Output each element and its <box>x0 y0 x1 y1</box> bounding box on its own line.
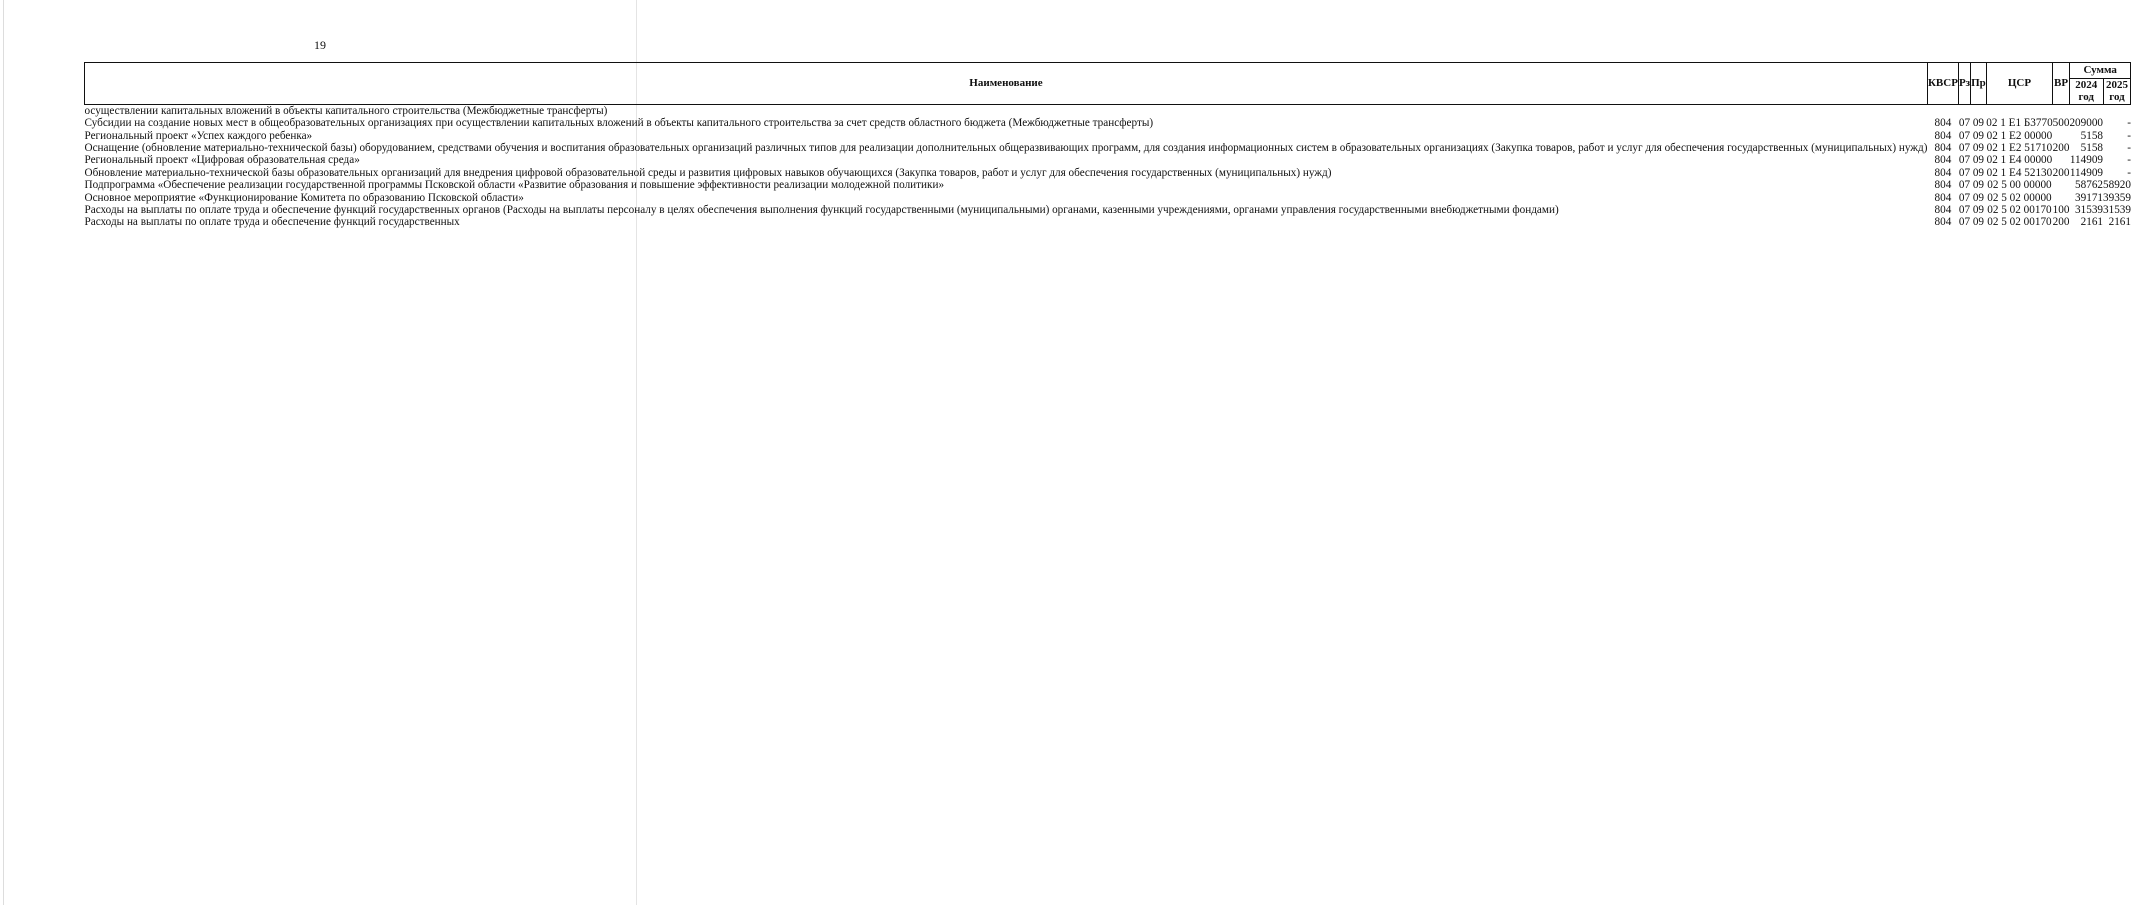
table-cell-sum-2025 <box>2103 104 2131 117</box>
table-cell-pr: 09 <box>1972 191 1985 204</box>
table-cell-kvsr <box>1927 104 1958 117</box>
table-cell-vr <box>2053 192 2070 204</box>
col-header-vr: ВР <box>2053 63 2070 105</box>
table-cell-csr: 02 1 E4 52130 <box>1986 166 2053 179</box>
table-row <box>85 179 2131 191</box>
table-cell-pr: 09 <box>1972 216 1985 229</box>
table-cell-vr <box>2053 179 2070 191</box>
table-cell-csr <box>1986 104 2052 117</box>
table-cell-vr <box>2053 130 2070 142</box>
table-cell-kvsr: 804 <box>1934 191 1952 204</box>
table-cell-rz: 07 <box>1958 129 1971 142</box>
col-header-name: Наименование <box>85 63 1928 105</box>
table-cell-sum-2024: 5158 <box>2080 129 2104 142</box>
table-cell-name: Региональный проект «Успех каждого ребенка» <box>84 129 313 142</box>
table-cell-pr: 09 <box>1972 166 1985 179</box>
table-row <box>85 142 2131 154</box>
table-cell-sum-2024: 58762 <box>2075 179 2104 192</box>
col-header-2024: 2024 год <box>2069 79 2103 105</box>
table-cell-kvsr: 804 <box>1934 129 1952 142</box>
col-header-csr: ЦСР <box>1986 63 2052 105</box>
scan-edge-left <box>3 0 4 905</box>
table-row <box>85 192 2131 204</box>
table-cell-vr: 500 <box>2052 117 2070 130</box>
table-cell-kvsr: 804 <box>1934 117 1952 130</box>
table-cell-rz: 07 <box>1958 216 1971 229</box>
table-cell-sum-2024: 31539 <box>2075 204 2104 217</box>
table-cell-csr: 02 5 00 00000 <box>1987 179 2052 192</box>
table-cell-sum-2025: - <box>2127 154 2131 167</box>
table-cell-sum-2025: 31539 <box>2103 204 2131 217</box>
table-cell-sum-2024: 114909 <box>2069 154 2104 167</box>
table-cell-rz: 07 <box>1958 117 1971 130</box>
table-cell-rz: 07 <box>1958 154 1971 167</box>
table-cell-rz: 07 <box>1958 179 1971 192</box>
table-cell-csr: 02 5 02 00000 <box>1987 191 2052 204</box>
col-header-sum: Сумма <box>2069 63 2131 79</box>
table-cell-pr <box>1971 104 1987 117</box>
table-cell-vr: 200 <box>2052 142 2070 155</box>
table-cell-rz: 07 <box>1958 166 1971 179</box>
table-cell-sum-2025: 58920 <box>2103 179 2131 192</box>
table-cell-kvsr: 804 <box>1934 154 1952 167</box>
table-cell-csr: 02 1 E4 00000 <box>1986 154 2053 167</box>
table-cell-sum-2024: 2161 <box>2080 216 2104 229</box>
table-cell-rz: 07 <box>1958 204 1971 217</box>
table-cell-vr: 200 <box>2052 216 2070 229</box>
table-cell-rz <box>1958 104 1970 117</box>
table-row <box>85 104 2131 117</box>
table-cell-pr: 09 <box>1972 204 1985 217</box>
table-cell-vr <box>2053 104 2070 117</box>
table-cell-kvsr: 804 <box>1934 204 1952 217</box>
table-cell-vr: 100 <box>2052 204 2070 217</box>
table-cell-vr: 200 <box>2052 166 2070 179</box>
table-cell-csr: 02 5 02 00170 <box>1987 216 2052 229</box>
table-cell-csr: 02 1 E2 00000 <box>1986 129 2053 142</box>
table-row <box>85 117 2131 129</box>
table-cell-rz: 07 <box>1958 191 1971 204</box>
table-cell-name: Обновление материально-технической базы образовательных организаций для внедрения цифровой образовательной среды и развития цифровых навыков обучающихся (Закупка товаров, работ и услуг для обеспечения государственных (муниципальных) нужд) <box>84 166 1332 179</box>
table-cell-name: Региональный проект «Цифровая образовательная среда» <box>84 154 360 167</box>
table-body <box>85 104 2131 229</box>
col-header-pr: Пр <box>1971 63 1987 105</box>
table-cell-name: Субсидии на создание новых мест в общеобразовательных организациях при осуществлении капитальных вложений в объекты капитального строительства за счет средств областного бюджета (Межбюджетные трансферты) <box>84 117 1154 130</box>
page-number: 19 <box>314 38 326 52</box>
table-cell-sum-2024: 5158 <box>2080 142 2104 155</box>
table-cell-sum-2024: 114909 <box>2069 166 2104 179</box>
table-cell-sum-2025: - <box>2127 166 2131 179</box>
table-row <box>85 130 2131 142</box>
table-cell-pr: 09 <box>1972 129 1985 142</box>
table-cell-pr: 09 <box>1972 117 1985 130</box>
table-cell-sum-2024: 209000 <box>2069 117 2104 130</box>
col-header-2025: 2025 год <box>2103 79 2131 105</box>
table-cell-kvsr: 804 <box>1934 179 1952 192</box>
table-cell-name: Основное мероприятие «Функционирование Комитета по образованию Псковской области» <box>84 191 524 204</box>
table-cell-sum-2024 <box>2069 104 2103 117</box>
table-cell-kvsr: 804 <box>1934 166 1952 179</box>
table-cell-sum-2024: 39171 <box>2075 191 2104 204</box>
col-header-kvsr: КВСР <box>1927 63 1958 105</box>
table-cell-name: Подпрограмма «Обеспечение реализации государственной программы Псковской области «Развитие образования и повышение эффективности реализации молодежной политики» <box>84 179 945 192</box>
table-cell-pr: 09 <box>1972 154 1985 167</box>
table-cell-kvsr: 804 <box>1934 142 1952 155</box>
table-cell-name: Расходы на выплаты по оплате труда и обеспечение функций государственных <box>84 216 460 229</box>
table-cell-name: Оснащение (обновление материально-технической базы) оборудованием, средствами обучения и воспитания образовательных организаций различных типов для реализации дополнительных общеразвивающих программ, для создания информационных систем в образовательных организациях (Закупка товаров, работ и услуг для обеспечения государственных (муниципальных) нужд) <box>84 142 1928 155</box>
table-cell-csr: 02 1 E2 51710 <box>1986 142 2053 155</box>
table-row <box>85 167 2131 179</box>
table-cell-kvsr: 804 <box>1934 216 1952 229</box>
table-cell-sum-2025: - <box>2127 117 2131 130</box>
table-cell-sum-2025: - <box>2127 129 2131 142</box>
table-cell-csr: 02 5 02 00170 <box>1987 204 2052 217</box>
table-cell-vr <box>2053 154 2070 166</box>
table-cell-csr: 02 1 E1 Б3770 <box>1986 117 2053 130</box>
table-row <box>85 204 2131 216</box>
table-cell-pr: 09 <box>1972 179 1985 192</box>
table-cell-name: осуществлении капитальных вложений в объекты капитального строительства (Межбюджетные трансферты) <box>84 104 608 117</box>
table-cell-sum-2025: - <box>2127 142 2131 155</box>
table-cell-sum-2025: 2161 <box>2108 216 2131 229</box>
table-cell-rz: 07 <box>1958 142 1971 155</box>
table-row <box>85 154 2131 166</box>
table-cell-name: Расходы на выплаты по оплате труда и обеспечение функций государственных органов (Расходы на выплаты персоналу в целях обеспечения выполнения функций государственными (муниципальными) органами, казенными учреждениями, органами управления государственными внебюджетными фондами) <box>84 204 1559 217</box>
col-header-rz: Рз <box>1958 63 1970 105</box>
table-row <box>85 216 2131 228</box>
table-cell-sum-2025: 39359 <box>2103 191 2131 204</box>
table-cell-pr: 09 <box>1972 142 1985 155</box>
budget-table <box>84 62 2131 229</box>
